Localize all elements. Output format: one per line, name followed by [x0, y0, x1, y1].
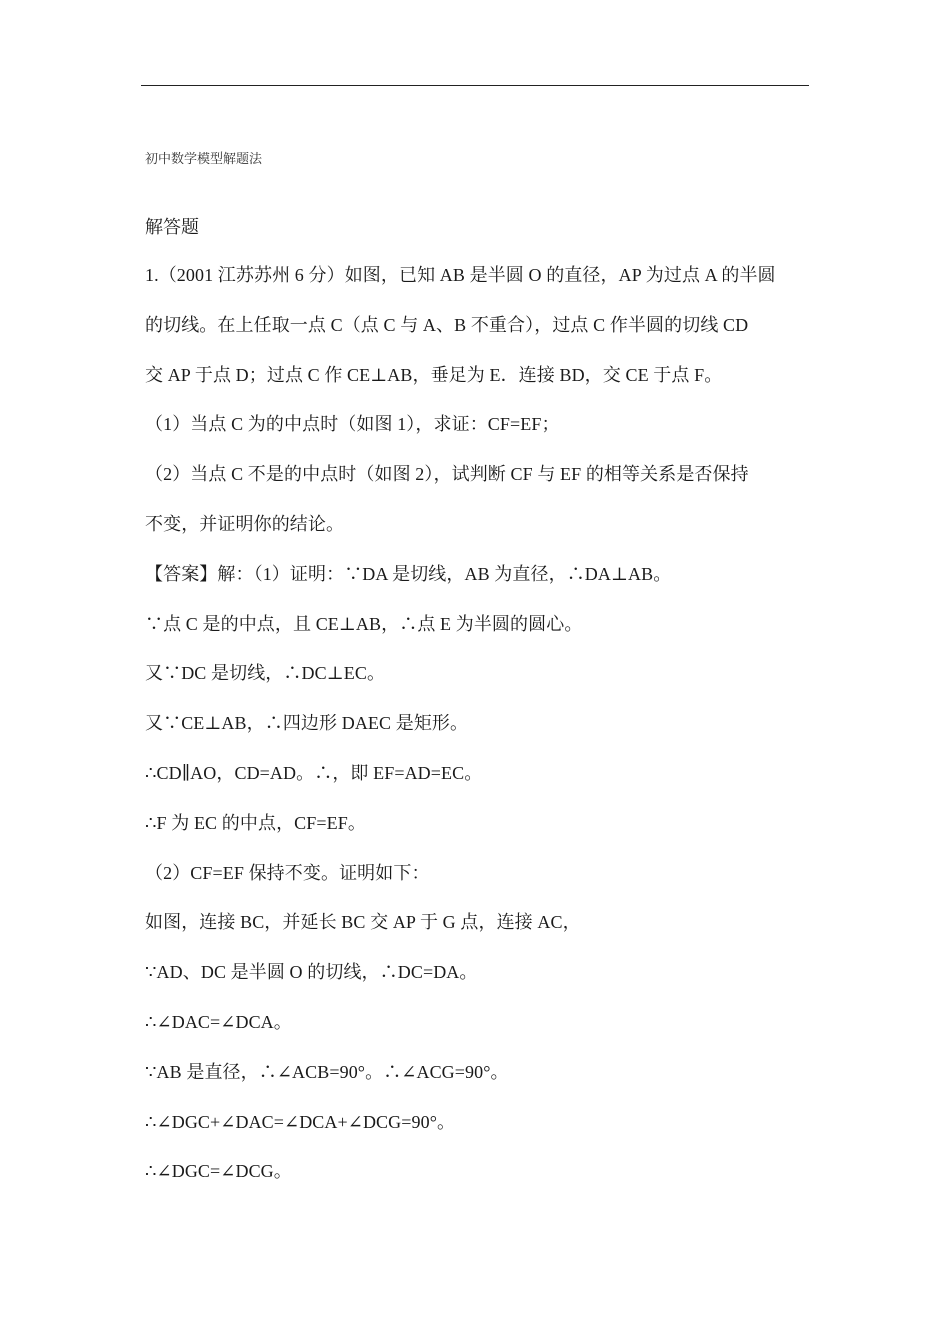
answer-line: （2）CF=EF 保持不变。证明如下：	[145, 862, 430, 883]
answer-line: ∴F 为 EC 的中点，CF=EF。	[145, 812, 366, 833]
answer-line: ∴∠DGC+∠DAC=∠DCA+∠DCG=90°。	[145, 1111, 456, 1132]
answer-line: ∵AD、DC 是半圆 O 的切线，∴DC=DA。	[145, 962, 478, 983]
section-title: 解答题	[145, 217, 199, 237]
problem-body	[145, 262, 809, 1208]
header-note: 初中数学模型解题法	[145, 151, 263, 166]
question-part-2-cont: 不变，并证明你的结论。	[145, 513, 345, 534]
question-part-2: （2）当点 C 不是的中点时（如图 2），试判断 CF 与 EF 的相等关系是否保持	[145, 464, 749, 485]
answer-line: ∵AB 是直径，∴∠ACB=90°。∴∠ACG=90°。	[145, 1061, 509, 1082]
problem-statement-line: 的切线。在上任取一点 C（点 C 与 A、B 不重合），过点 C 作半圆的切线 CD	[145, 314, 749, 335]
answer-line: 如图，连接 BC，并延长 BC 交 AP 于 G 点，连接 AC，	[145, 912, 581, 933]
answer-line: ∴CD∥AO，CD=AD。∴，即 EF=AD=EC。	[145, 762, 483, 783]
answer-line: ∴∠DAC=∠DCA。	[145, 1011, 292, 1032]
answer-line: ∵点 C 是的中点，且 CE⊥AB，∴点 E 为半圆的圆心。	[145, 613, 583, 634]
answer-line: 又∵DC 是切线，∴DC⊥EC。	[145, 663, 386, 684]
problem-statement-line: 交 AP 于点 D；过点 C 作 CE⊥AB，垂足为 E．连接 BD，交 CE 于点 F。	[145, 364, 723, 385]
answer-line: ∴∠DGC=∠DCG。	[145, 1161, 292, 1182]
header-rule	[141, 85, 809, 86]
answer-line: 【答案】解：（1）证明：∵DA 是切线，AB 为直径，∴DA⊥AB。	[145, 563, 672, 584]
problem-statement-line: 1.（2001 江苏苏州 6 分）如图，已知 AB 是半圆 O 的直径，AP 为过点 A 的半圆	[145, 265, 776, 285]
answer-line: 又∵CE⊥AB，∴四边形 DAEC 是矩形。	[145, 713, 469, 734]
question-part-1: （1）当点 C 为的中点时（如图 1），求证：CF=EF；	[145, 414, 560, 435]
